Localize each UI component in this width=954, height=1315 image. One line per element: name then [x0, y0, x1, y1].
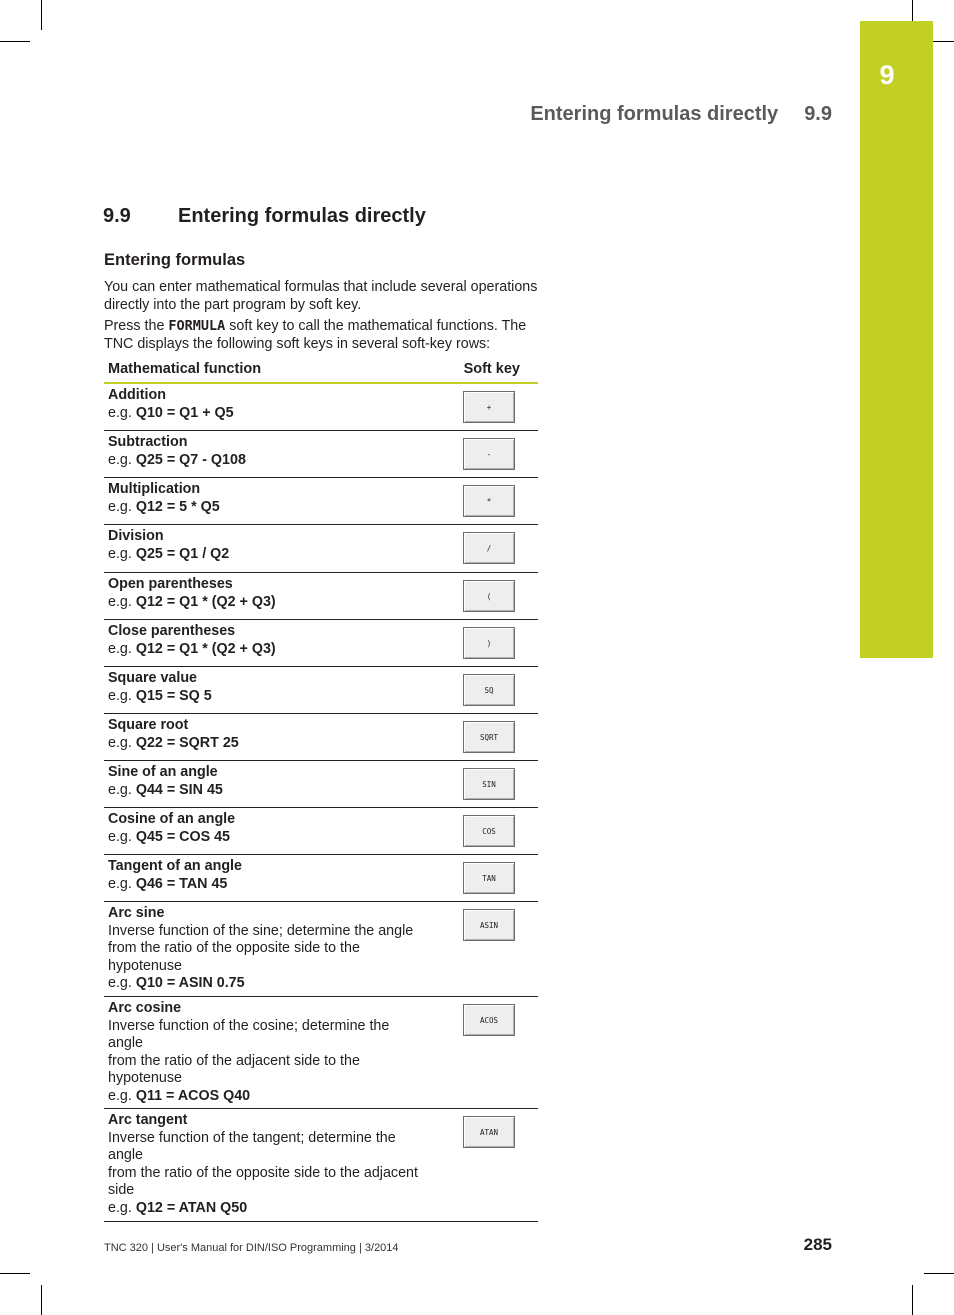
softkey-label: ACOS — [479, 1015, 499, 1025]
function-cell — [108, 905, 438, 993]
example-prefix: e.g. — [108, 687, 136, 704]
table-row — [104, 620, 538, 667]
softkey-label: ( — [486, 591, 492, 601]
intro-paragraph-1: You can enter mathematical formulas that include several operations directly into the part program by soft key. — [104, 279, 538, 313]
table-row — [104, 714, 538, 761]
example-prefix: e.g. — [108, 781, 136, 798]
example-code: Q12 = 5 * Q5 — [135, 498, 220, 515]
function-name: Addition — [108, 387, 166, 403]
chapter-tab — [860, 21, 933, 658]
function-name: Square value — [108, 670, 197, 686]
example-code: Q12 = ATAN Q50 — [135, 1199, 248, 1216]
function-example — [108, 735, 438, 753]
function-name: Subtraction — [108, 434, 188, 450]
function-cell — [108, 481, 438, 516]
footer-text: TNC 320 | User's Manual for DIN/ISO Programming | 3/2014 — [104, 1242, 399, 1254]
function-example — [108, 688, 438, 706]
function-cell — [108, 1112, 438, 1218]
header-function: Mathematical function — [108, 361, 262, 377]
function-cell — [108, 1000, 438, 1106]
function-name: Square root — [108, 717, 189, 733]
softkey-button[interactable] — [463, 1116, 515, 1148]
crop-mark — [41, 1285, 42, 1315]
table-row — [104, 761, 538, 808]
function-name: Multiplication — [108, 481, 201, 497]
intro-text-post: soft key to call the mathematical functions. The TNC displays the following soft keys in several soft-key rows: — [104, 318, 527, 352]
table-row — [104, 384, 538, 431]
function-cell — [108, 576, 438, 611]
example-code: Q10 = ASIN 0.75 — [135, 975, 245, 992]
example-code: Q12 = Q1 * (Q2 + Q3) — [135, 640, 276, 657]
function-example — [108, 546, 438, 564]
function-name: Close parentheses — [108, 623, 236, 639]
function-description-line: Inverse function of the sine; determine the angle — [108, 922, 414, 939]
function-description-line: hypotenuse — [108, 1070, 182, 1087]
header-softkey: Soft key — [463, 361, 520, 377]
formula-softkey-name: FORMULA — [168, 318, 226, 334]
table-row — [104, 808, 538, 855]
function-description-line: from the ratio of the adjacent side to the — [108, 1052, 360, 1069]
table-row — [104, 1109, 538, 1222]
softkey-button[interactable] — [463, 580, 515, 612]
section-number: 9.9 — [103, 205, 131, 227]
crop-mark — [924, 1273, 954, 1274]
softkey-button[interactable] — [463, 391, 515, 423]
intro-paragraph-2 — [104, 318, 544, 353]
table-row — [104, 997, 538, 1109]
table-row — [104, 573, 538, 620]
function-example — [108, 452, 438, 470]
function-cell — [108, 670, 438, 705]
function-example — [108, 405, 438, 423]
crop-mark — [0, 1273, 30, 1274]
intro-text-pre: Press the — [104, 318, 169, 334]
table-row — [104, 431, 538, 478]
example-code: Q25 = Q1 / Q2 — [135, 545, 230, 562]
softkey-button[interactable] — [463, 721, 515, 753]
example-code: Q15 = SQ 5 — [135, 687, 212, 704]
example-code: Q11 = ACOS Q40 — [135, 1087, 251, 1104]
function-cell — [108, 764, 438, 799]
softkey-button[interactable] — [463, 532, 515, 564]
function-cell — [108, 387, 438, 422]
function-description-line: Inverse function of the cosine; determine the — [108, 1017, 390, 1034]
example-code: Q22 = SQRT 25 — [135, 734, 239, 751]
example-prefix: e.g. — [108, 1199, 136, 1216]
function-description-line: angle — [108, 1035, 143, 1052]
function-name: Sine of an angle — [108, 764, 218, 780]
function-description-line: hypotenuse — [108, 957, 182, 974]
example-prefix: e.g. — [108, 1087, 136, 1104]
softkey-label: ) — [486, 638, 492, 648]
crop-mark — [912, 1285, 913, 1315]
softkey-label: COS — [482, 826, 496, 836]
function-cell — [108, 528, 438, 563]
example-code: Q25 = Q7 - Q108 — [135, 451, 246, 468]
function-example — [108, 1200, 438, 1218]
example-prefix: e.g. — [108, 451, 136, 468]
softkey-button[interactable] — [463, 438, 515, 470]
softkey-label: SQ — [484, 685, 494, 695]
function-name: Open parentheses — [108, 576, 233, 592]
softkey-label: / — [486, 543, 492, 553]
function-description-line: from the ratio of the opposite side to the — [108, 940, 360, 957]
chapter-number: 9 — [879, 60, 895, 90]
table-row — [104, 855, 538, 902]
function-example — [108, 829, 438, 847]
running-head — [470, 103, 832, 126]
running-head-number: 9.9 — [804, 103, 832, 125]
function-description-line: from the ratio of the opposite side to the adjacent — [108, 1164, 418, 1181]
function-cell — [108, 623, 438, 658]
table-row — [104, 667, 538, 714]
function-name: Arc sine — [108, 905, 165, 921]
function-cell — [108, 858, 438, 893]
softkey-label: SIN — [482, 779, 496, 789]
softkey-button[interactable] — [463, 909, 515, 941]
math-functions-table — [104, 357, 538, 1222]
table-body — [104, 384, 538, 1222]
crop-mark — [0, 41, 30, 42]
function-example — [108, 876, 438, 894]
subsection-title: Entering formulas — [104, 251, 246, 269]
example-code: Q12 = Q1 * (Q2 + Q3) — [135, 593, 276, 610]
softkey-label: * — [486, 496, 492, 506]
example-prefix: e.g. — [108, 498, 136, 515]
page-number: 285 — [803, 1235, 832, 1254]
function-example — [108, 975, 438, 993]
softkey-label: ASIN — [479, 920, 499, 930]
crop-mark — [41, 0, 42, 30]
softkey-label: - — [486, 449, 492, 459]
table-row — [104, 478, 538, 525]
softkey-button[interactable] — [463, 674, 515, 706]
function-name: Arc cosine — [108, 1000, 182, 1016]
example-code: Q45 = COS 45 — [135, 828, 231, 845]
softkey-label: + — [486, 402, 492, 412]
example-prefix: e.g. — [108, 975, 136, 992]
function-name: Cosine of an angle — [108, 811, 236, 827]
running-head-title: Entering formulas directly — [530, 103, 779, 125]
softkey-button[interactable] — [463, 862, 515, 894]
function-name: Division — [108, 528, 164, 544]
section-title — [103, 205, 426, 228]
softkey-label: SQRT — [479, 732, 499, 742]
example-prefix: e.g. — [108, 640, 136, 657]
section-title-text: Entering formulas directly — [178, 205, 426, 227]
function-cell — [108, 811, 438, 846]
softkey-button[interactable] — [463, 768, 515, 800]
softkey-label: TAN — [482, 873, 496, 883]
function-description-line: side — [108, 1182, 135, 1199]
example-prefix: e.g. — [108, 875, 136, 892]
function-cell — [108, 434, 438, 469]
function-name: Arc tangent — [108, 1112, 188, 1128]
function-example — [108, 594, 438, 612]
softkey-button[interactable] — [463, 815, 515, 847]
example-code: Q10 = Q1 + Q5 — [135, 404, 234, 421]
example-code: Q44 = SIN 45 — [135, 781, 223, 798]
function-example — [108, 782, 438, 800]
example-prefix: e.g. — [108, 828, 136, 845]
example-prefix: e.g. — [108, 404, 136, 421]
function-description-line: Inverse function of the tangent; determine the — [108, 1129, 396, 1146]
softkey-button[interactable] — [463, 1004, 515, 1036]
table-row — [104, 525, 538, 573]
softkey-label: ATAN — [479, 1127, 499, 1137]
function-example — [108, 641, 438, 659]
function-example — [108, 1088, 438, 1106]
softkey-button[interactable] — [463, 627, 515, 659]
softkey-button[interactable] — [463, 485, 515, 517]
example-prefix: e.g. — [108, 593, 136, 610]
table-row — [104, 902, 538, 997]
example-prefix: e.g. — [108, 734, 136, 751]
table-header — [104, 357, 538, 384]
function-description-line: angle — [108, 1147, 143, 1164]
function-example — [108, 499, 438, 517]
function-name: Tangent of an angle — [108, 858, 242, 874]
example-code: Q46 = TAN 45 — [135, 875, 228, 892]
example-prefix: e.g. — [108, 545, 136, 562]
function-cell — [108, 717, 438, 752]
